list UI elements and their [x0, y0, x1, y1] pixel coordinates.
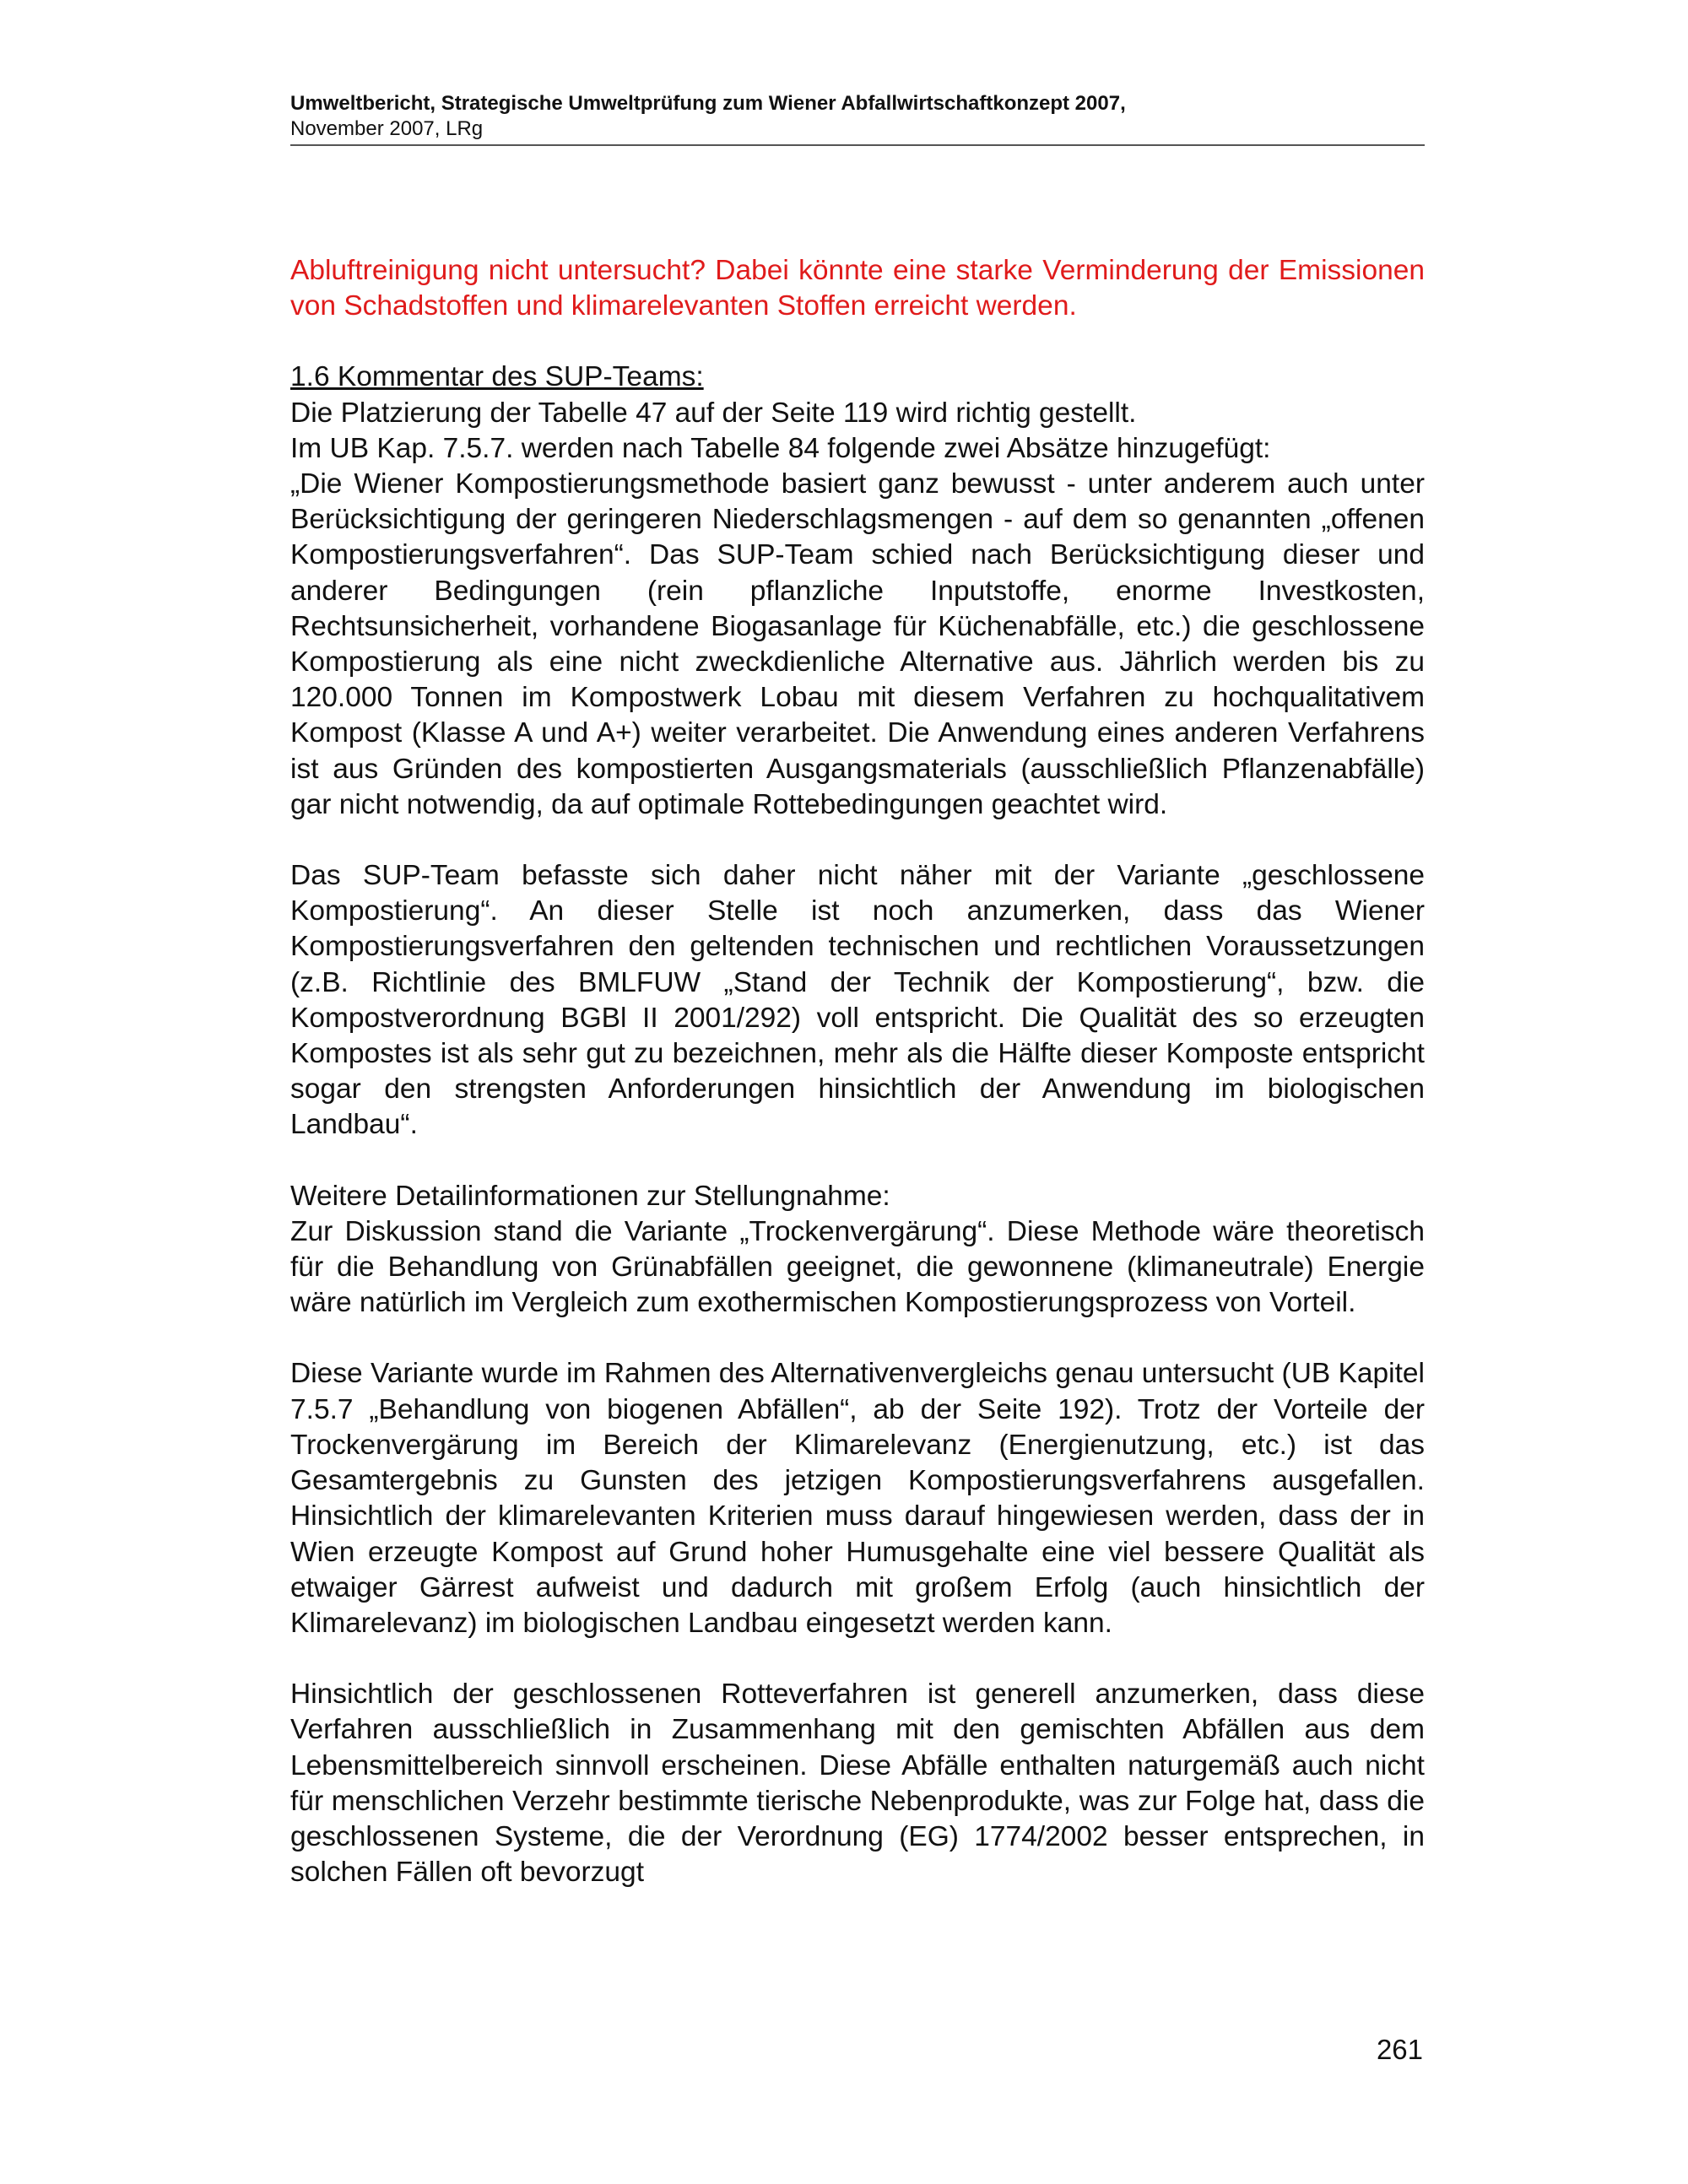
document-body — [290, 253, 1425, 1890]
page-number: 261 — [1376, 2034, 1423, 2065]
intro-red-paragraph: Abluftreinigung nicht untersucht? Dabei könnte eine starke Verminderung der Emissionen von Schadstoffen und klimarelevanten Stoffen erreicht werden. — [290, 255, 1425, 322]
text-line: Die Platzierung der Tabelle 47 auf der Seite 119 wird richtig gestellt. — [290, 397, 1137, 429]
paragraph: Das SUP-Team befasste sich daher nicht näher mit der Variante „geschlossene Kompostierung“. An dieser Stelle ist noch anzumerken, dass das Wiener Kompostierungsverfahren den geltenden technischen und rechtlichen Voraussetzungen (z.B. Richtlinie des BMLFUW „Stand der Technik der Kompostierung“, bzw. die Kompostverordnung BGBl II 2001/292) voll entspricht. Die Qualität des so erzeugten Kompostes ist als sehr gut zu bezeichnen, mehr als die Hälfte dieser Komposte entspricht sogar den strengsten Anforderungen hinsichtlich der Anwendung im biologischen Landbau“. — [290, 860, 1425, 1141]
paragraph: Hinsichtlich der geschlossenen Rotteverfahren ist generell anzumerken, dass diese Verfahren ausschließlich in Zusammenhang mit den gemischten Abfällen aus dem Lebensmittelbereich sinnvoll erscheinen. Diese Abfälle enthalten naturgemäß auch nicht für menschlichen Verzehr bestimmte tierische Nebenprodukte, was zur Folge hat, dass die geschlossenen Systeme, die der Verordnung (EG) 1774/2002 besser entsprechen, in solchen Fällen oft bevorzugt — [290, 1679, 1425, 1889]
subheading: Weitere Detailinformationen zur Stellungnahme: — [290, 1180, 890, 1212]
paragraph: Diese Variante wurde im Rahmen des Alternativenvergleichs genau untersucht (UB Kapitel 7.5.7 „Behandlung von biogenen Abfällen“, ab der Seite 192). Trotz der Vorteile der Trockenvergärung im Bereich der Klimarelevanz (Energienutzung, etc.) ist das Gesamtergebnis zu Gunsten des jetzigen Kompostierungsverfahrens ausgefallen. Hinsichtlich der klimarelevanten Kriterien muss darauf hingewiesen werden, dass der in Wien erzeugte Kompost auf Grund hoher Humusgehalte eine viel bessere Qualität als etwaiger Gärrest aufweist und dadurch mit großem Erfolg (auch hinsichtlich der Klimarelevanz) im biologischen Landbau eingesetzt werden kann. — [290, 1358, 1425, 1639]
paragraph: Zur Diskussion stand die Variante „Trockenvergärung“. Diese Methode wäre theoretisch für die Behandlung von Grünabfällen geeignet, die gewonnene (klimaneutrale) Energie wäre natürlich im Vergleich zum exothermischen Kompostierungsprozess von Vorteil. — [290, 1215, 1425, 1319]
header-title: Umweltbericht, Strategische Umweltprüfung zum Wiener Abfallwirtschaftkonzept 2007, — [290, 92, 1126, 115]
page-header — [290, 91, 1425, 146]
section-heading: 1.6 Kommentar des SUP-Teams: — [290, 361, 704, 393]
header-subtitle: November 2007, LRg — [290, 117, 484, 140]
text-line: Im UB Kap. 7.5.7. werden nach Tabelle 84 folgende zwei Absätze hinzugefügt: — [290, 432, 1271, 464]
paragraph: „Die Wiener Kompostierungsmethode basiert ganz bewusst - unter anderem auch unter Berücksichtigung der geringeren Niederschlagsmengen - auf dem so genannten „offenen Kompostierungsverfahren“. Das SUP-Team schied nach Berücksichtigung dieser und anderer Bedingungen (rein pflanzliche Inputstoffe, enorme Investkosten, Rechtsunsicherheit, vorhandene Biogasanlage für Küchenabfälle, etc.) die geschlossene Kompostierung als eine nicht zweckdienliche Alternative aus. Jährlich werden bis zu 120.000 Tonnen im Kompostwerk Lobau mit diesem Verfahren zu hochqualitativem Kompost (Klasse A und A+) weiter verarbeitet. Die Anwendung eines anderen Verfahrens ist aus Gründen des kompostierten Ausgangsmaterials (ausschließlich Pflanzenabfälle) gar nicht notwendig, da auf optimale Rottebedingungen geachtet wird. — [290, 468, 1425, 820]
